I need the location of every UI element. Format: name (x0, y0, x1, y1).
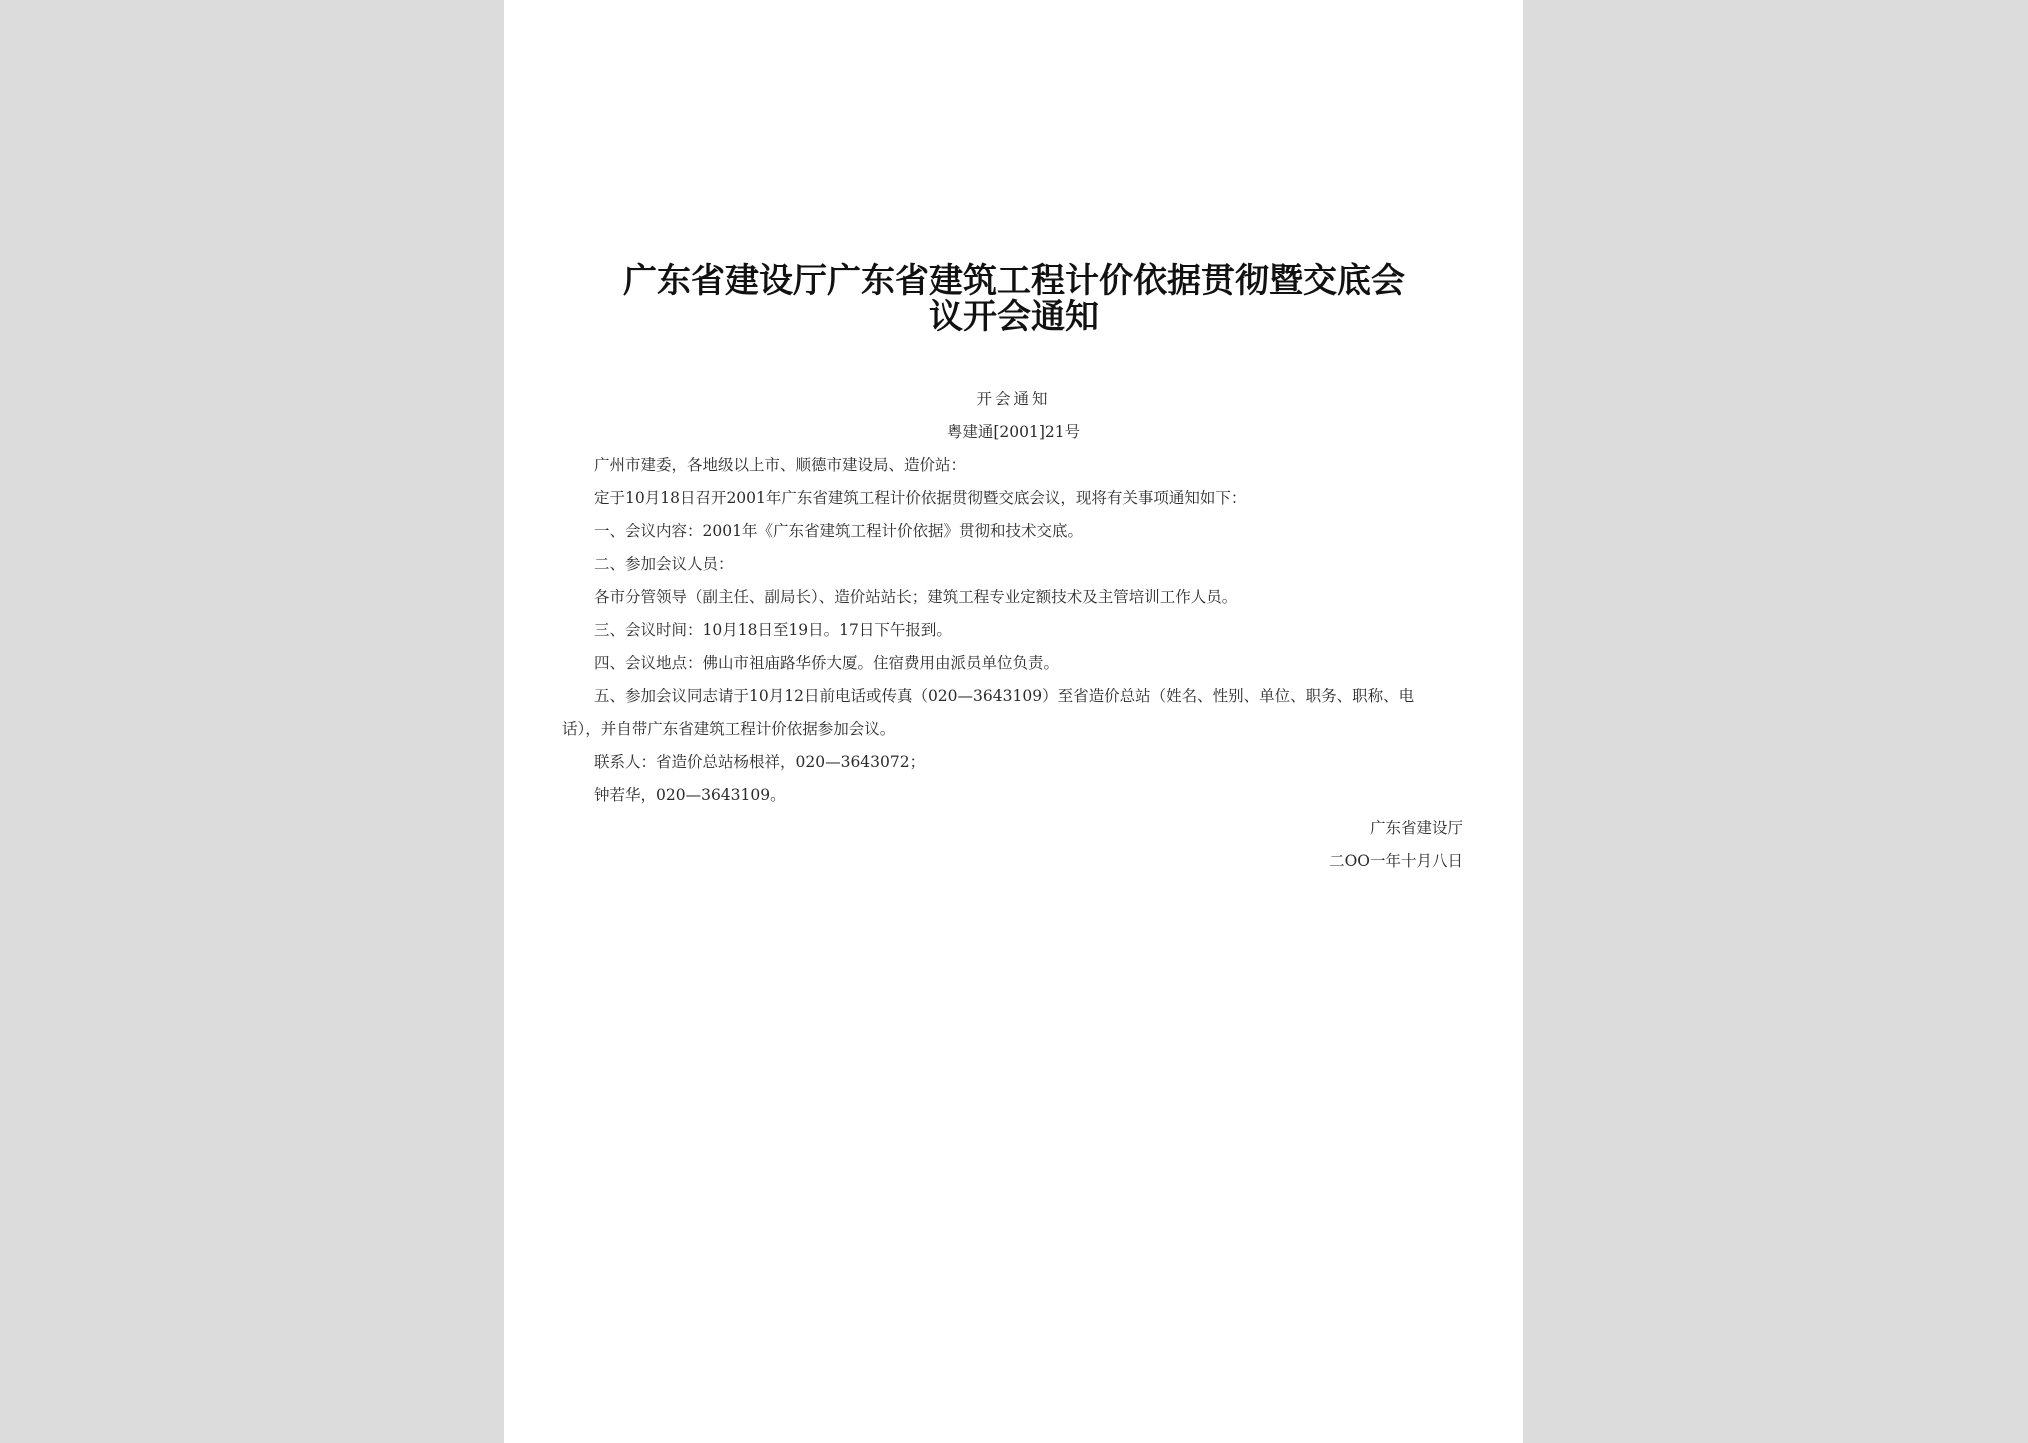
contact-line-2: 钟若华，020—3643109。 (594, 786, 786, 804)
issue-date: 二OO一年十月八日 (1329, 852, 1463, 870)
contact-line-1: 联系人：省造价总站杨根祥，020—3643072； (594, 753, 926, 771)
document-number: 粤建通[2001]21号 (946, 423, 1081, 441)
item-participants: 二、参加会议人员： (594, 555, 734, 573)
document-page (504, 0, 1523, 1443)
item-meeting-content: 一、会议内容：2001年《广东省建筑工程计价依据》贯彻和技术交底。 (594, 522, 1083, 540)
item-meeting-time: 三、会议时间：10月18日至19日。17日下午报到。 (594, 621, 952, 639)
addressee-line: 广州市建委，各地级以上市、顺德市建设局、造价站： (594, 456, 967, 474)
intro-paragraph: 定于10月18日召开2001年广东省建筑工程计价依据贯彻暨交底会议，现将有关事项通知如下： (594, 489, 1247, 507)
item-registration-line-2: 话），并自带广东省建筑工程计价依据参加会议。 (562, 720, 896, 738)
issuer-signature: 广东省建设厅 (1369, 819, 1463, 837)
item-registration-line-1: 五、参加会议同志请于10月12日前电话或传真（020—3643109）至省造价总站（姓名、性别、单位、职务、职称、电 (594, 687, 1415, 705)
item-participants-detail: 各市分管领导（副主任、副局长）、造价站站长；建筑工程专业定额技术及主管培训工作人员。 (594, 588, 1238, 606)
document-title-line-2: 议开会通知 (929, 297, 1099, 337)
document-title-line-1: 广东省建设厅广东省建筑工程计价依据贯彻暨交底会 (623, 261, 1405, 301)
item-meeting-location: 四、会议地点：佛山市祖庙路华侨大厦。住宿费用由派员单位负责。 (594, 654, 1060, 672)
notice-subtitle: 开会通知 (976, 390, 1051, 408)
